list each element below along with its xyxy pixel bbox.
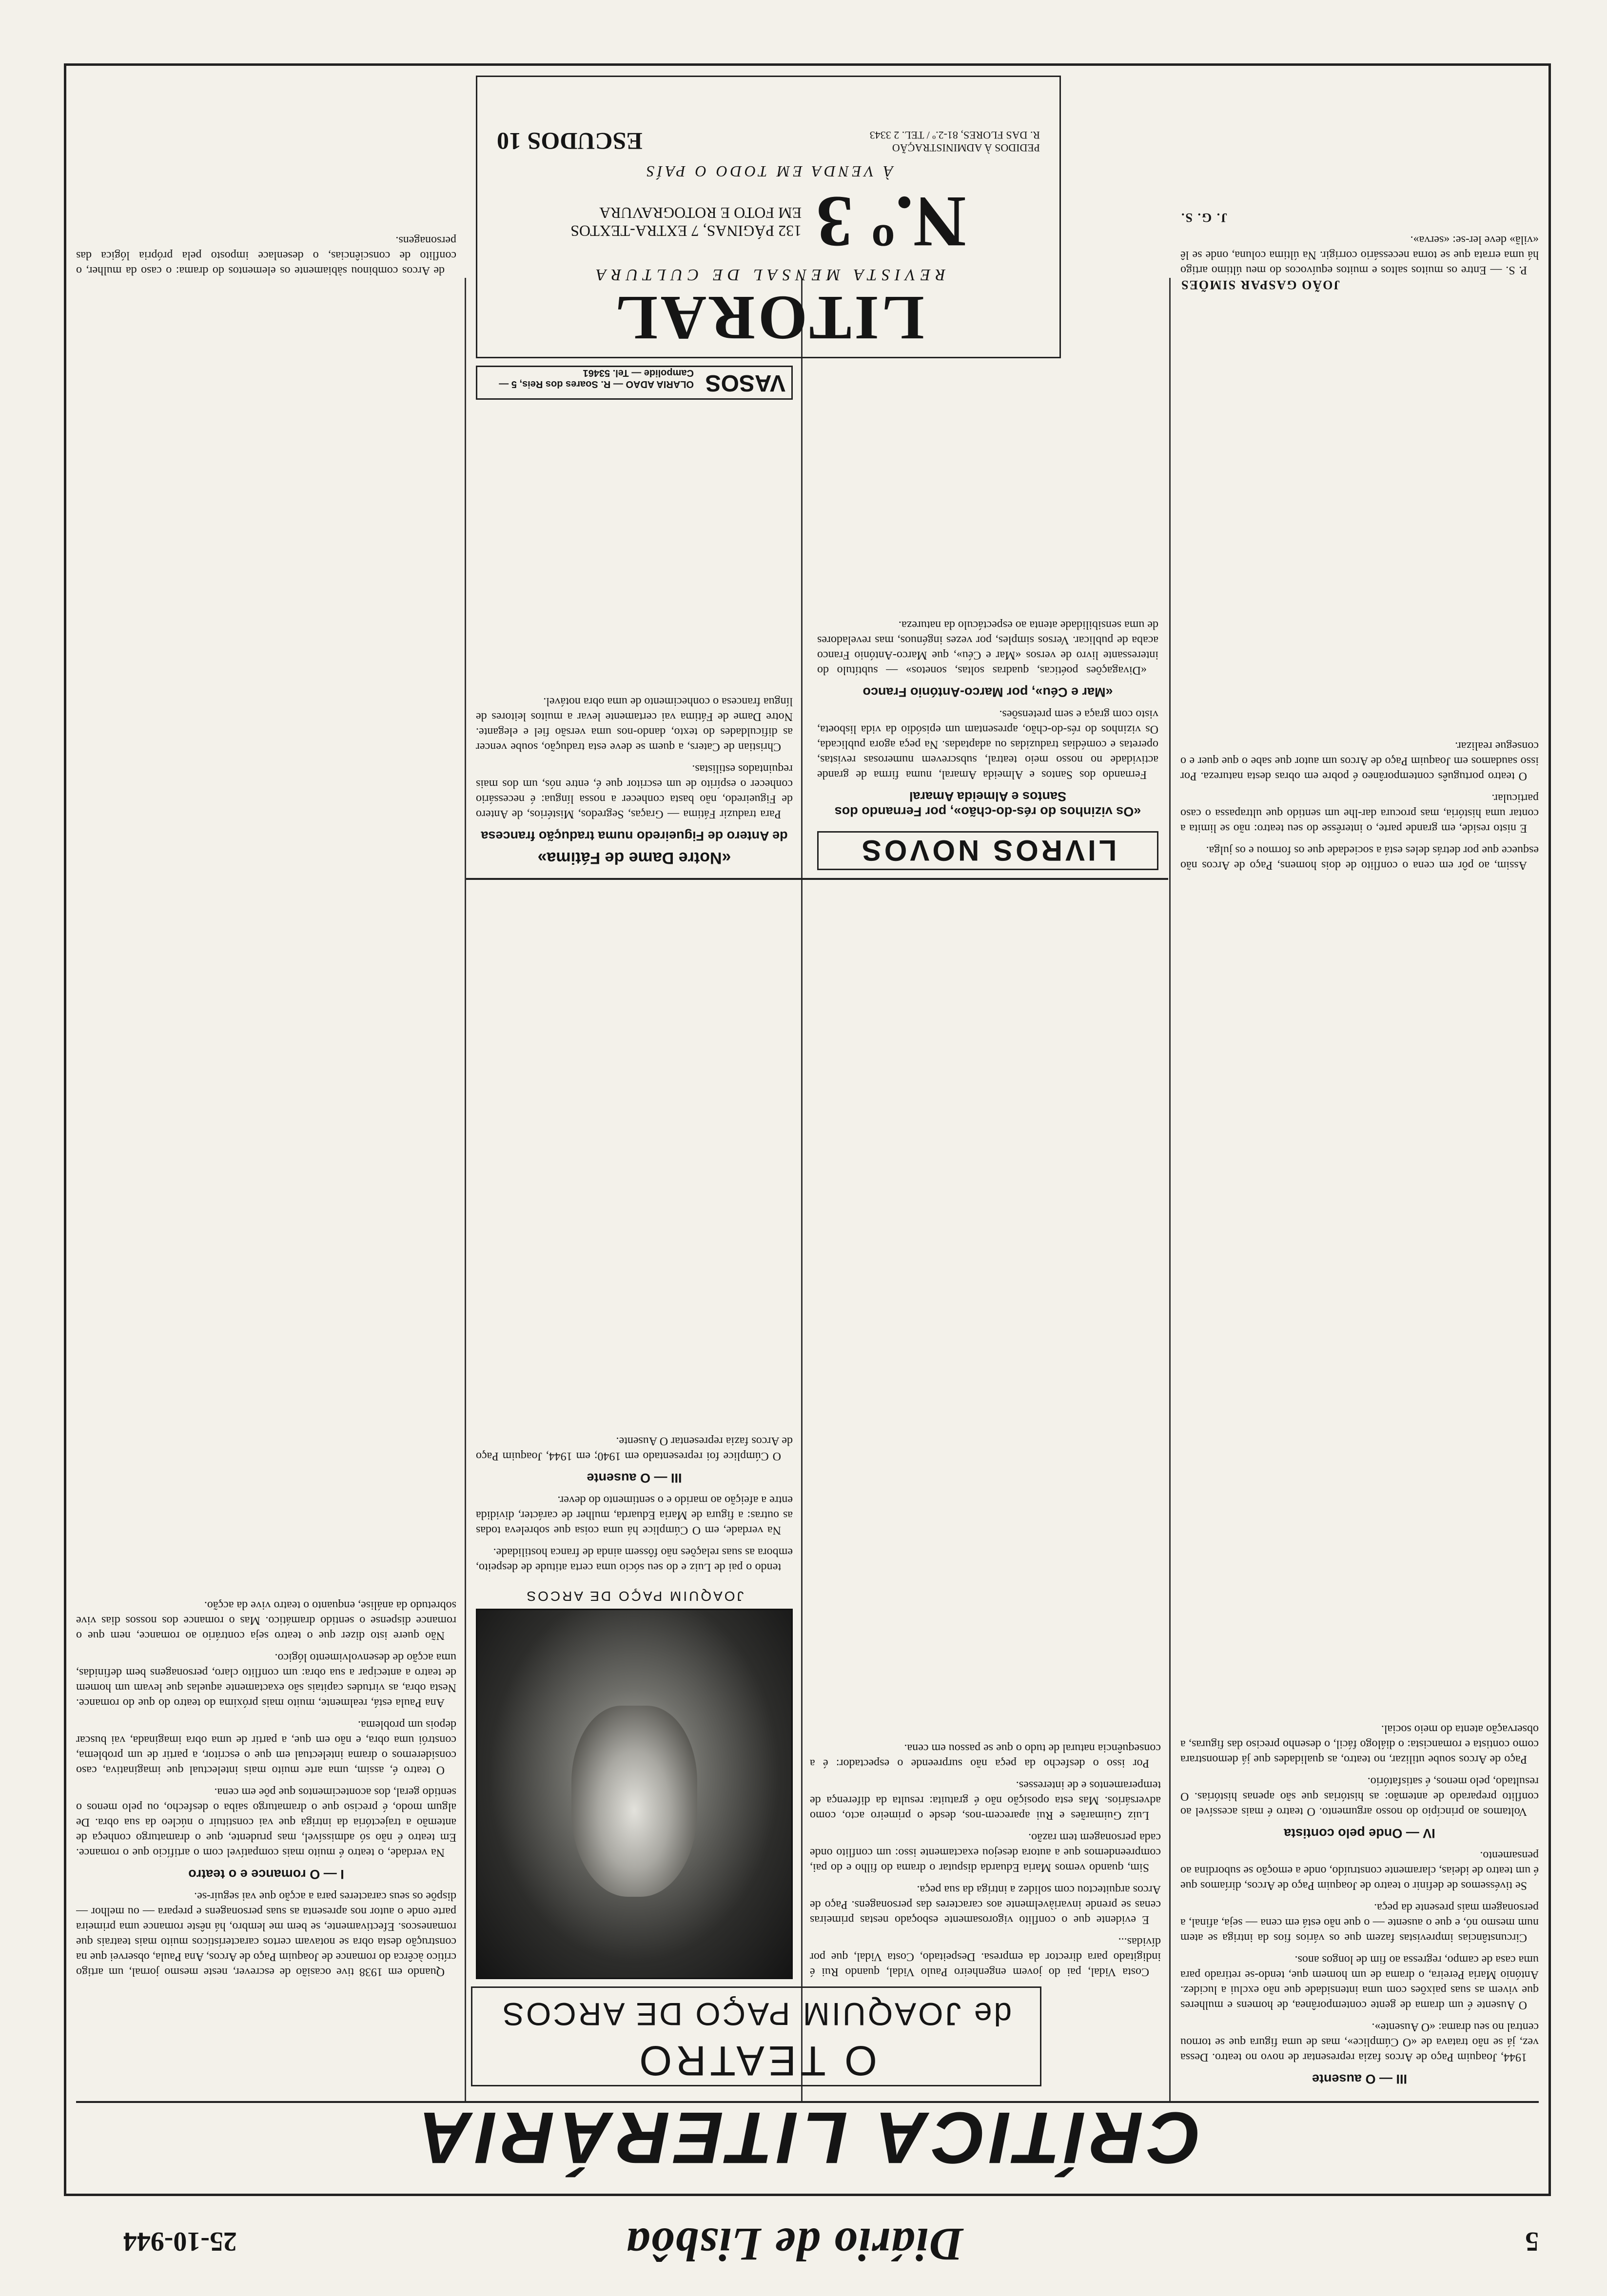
review-title: «Notre Dame de Fátima» [537, 849, 731, 867]
article-paragraph: O teatro é, assim, uma arte muito mais intelectual que imaginativa, caso consideremos o drama intelectual em que o escritor, a partir de um problema, constrói uma obra, e não em que, a partir de uma obra imaginada, vai buscar depois um problema. [76, 1718, 456, 1776]
section-divider [466, 878, 1168, 880]
article-paragraph: Costa Vidal, pai do jovem engenheiro Paulo Vidal, quando Rui é indigitado para director da empresa. Despeitado, Costa Vidal, que por dívidas... [810, 1935, 1161, 1978]
article-paragraph: Se tivéssemos de definir o teatro de Joaquim Paço de Arcos, diríamos que é um teatro de ideias, claramente construído, onde a emoção se subordina ao pensamento. [1180, 1849, 1539, 1892]
livros-novos-header: LIVROS NOVOS [817, 831, 1158, 870]
litoral-photo: EM FOTO E ROTOGRAVURA [599, 204, 802, 222]
article-subheading: I — O romance e o teatro [188, 1867, 344, 1882]
page-number: 5 [1525, 2226, 1539, 2257]
article-column-4 [76, 283, 456, 1979]
column-rule [801, 278, 803, 2101]
article-paragraph: Não quere isto dizer que o teatro seja contrário ao romance, nem que o romance dispense o sentido dramático. Mas o romance dos nossos dias vive sobretudo da análise, enquanto o teatro vive da acção. [76, 1599, 456, 1642]
continuation-column [1180, 297, 1539, 873]
portrait-photo [476, 1609, 793, 1979]
postscript: P. S. — Entre os muitos saltos e muitos equívocos do meu último artigo há uma errata que se torna necessário corrigir. Na última coluna, onde se lê «vilã» deve ler-se: «serva». [1180, 233, 1539, 276]
article-paragraph: Por isso o desfecho da peça não surpreende o espectador: é a consequência natural de tudo o que se passou em cena. [810, 1742, 1161, 1770]
vasos-ad-text: OLARIA ADAO — R. Soares dos Reis, 5 — Campolide — Tel. 53461 [499, 368, 694, 389]
litoral-price: ESCUDOS 10 [497, 128, 643, 155]
article-title-box [471, 1986, 1041, 2086]
article-paragraph: E nisto reside, em grande parte, o interêsse do seu teatro: não se limita a contar uma história, mas procura dar-lhe um sentido que ultrapassa o caso particular. [1180, 792, 1539, 835]
article-paragraph: Assim, ao pôr em cena o conflito de dois homens, Paço de Arcos não esquece que por detrás deles está a sociedade que os formou e os julga. [1180, 844, 1539, 872]
vasos-ad [476, 366, 793, 400]
article-paragraph: O Ausente é um drama de gente contemporânea, de homens e mulheres que vivem as suas paixões com uma intensidade que não exclui a lucidez. António Maria Pereira, o drama de um homem que, tendo-se retirado para uma casa de campo, regressa ao fim de longos anos. [1180, 1953, 1539, 2011]
article-paragraph: Voltamos ao princípio do nosso argumento. O teatro é mais acessível ao conflito preparado de antemão: as histórias que são apenas histórias. O resultado, pelo menos, é satisfatório. [1180, 1775, 1539, 1818]
closing-column [1180, 88, 1539, 292]
photo-caption: JOAQUIM PAÇO DE ARCOS [525, 1589, 744, 1604]
portrait-face [571, 1706, 697, 1897]
notre-dame-column [476, 412, 793, 870]
article-paragraph: Sim, quando vemos Maria Eduarda disputar o drama do filho e do pai, compreendemos que a autora desejou exactamente isso: um conflito onde cada personagem tem razão. [810, 1831, 1161, 1874]
review-paragraph: Christian de Caters, a quem se deve esta tradução, soube vencer as dificuldades do texto, dando-nos uma versão fiel e elegante. Notre Dame de Fátima vai certamente levar a muitos leitores de língua francesa o conhecimento de uma obra notável. [476, 695, 793, 753]
article-paragraph: Na verdade, o teatro é muito mais compatível com o artifício que o romance. Em teatro é não só admissível, mas prudente, que o dramaturgo conheça de antemão a trajectória da intriga que vai constituir o núcleo da sua obra. De algum modo, é preciso que o dramaturgo saiba o desfecho, ou pelo menos o sentido geral, dos acontecimentos que põe em cena. [76, 1786, 456, 1859]
article-subheading: IV — Onde pelo contista [1284, 1826, 1435, 1841]
column-rule [465, 278, 466, 2101]
issue-date: 25-10-944 [123, 2226, 237, 2257]
article-title-line2: de JOAQUIM PAÇO DE ARCOS [500, 1996, 1012, 2032]
article-paragraph: Circunstâncias imprevistas fazem que os vários fios da intriga se atem num mesmo nó, e que o ausente — o que não está em cena — seja, afinal, a personagem mais presente da peça. [1180, 1901, 1539, 1944]
litoral-address: R. DAS FLORES, 81-2.º / TEL. 2 3343 [869, 129, 1040, 141]
litoral-orders: PEDIDOS À ADMINISTRAÇÃO [892, 142, 1040, 154]
article-paragraph: de Arcos combinou sàbiamente os elementos do drama: o caso da mulher, o conflito de consciências, o desenlace imposto pela própria lógica das personagens. [76, 234, 456, 277]
article-paragraph: Paço de Arcos soube utilizar, no teatro, as qualidades que já demonstrara como contista e romancista: o diálogo fácil, o desenho preciso das figuras, a observação atenta do meio social. [1180, 1723, 1539, 1766]
article-column-1 [1180, 882, 1539, 2091]
litoral-pages: 132 PÁGINAS, 7 EXTRA-TEXTOS [570, 222, 802, 240]
article-subheading: III — O ausente [1312, 2072, 1408, 2086]
litoral-subtitle: REVISTA MENSAL DE CULTURA [591, 266, 946, 284]
article-paragraph: E evidente que o conflito vigorosamente esboçado nestas primeiras cenas se prende invariàvelmente aos caracteres das personagens. Paço de Arcos arquitectou com solidez a intriga da sua peça. [810, 1883, 1161, 1926]
article-column-2 [810, 887, 1161, 1979]
article-paragraph: tendo o pai de Luiz e do seu sócio uma certa atitude de despeito, embora as suas relações não fôssem ainda de franca hostilidade. [476, 1546, 793, 1574]
column-rule [1169, 278, 1171, 2101]
litoral-ad [476, 76, 1061, 358]
postscript-initials: J. G. S. [1180, 211, 1228, 225]
article-paragraph: Luiz Guimarães e Rui aparecem-nos, desde o primeiro acto, como adversários. Mas esta oposição não é gratuita: resulta da diferença de temperamentos e de interesses. [810, 1779, 1161, 1822]
author-name: JOÃO GASPAR SIMÕES [1180, 278, 1340, 292]
review-paragraph: «Divagações poéticas, quadras soltas, sonetos» — subtítulo do interessante livro de versos «Mar e Céu», que Marco-António Franco acaba de publicar. Versos simples, por vezes ingénuos, mas reveladores de uma sensibilidade atenta ao espectáculo da natureza. [817, 619, 1158, 677]
review-paragraph: Fernando dos Santos e Almeida Amaral, numa firma de grande actividade no nosso meio teatral, subscrevem numerosas revistas, operetas e comédias traduzidas ou adaptadas. Na peça agora publicada, Os vizinhos do rés-do-chão, apresentam um episódio da vida lisboeta, visto com graça e sem pretensões. [817, 708, 1158, 781]
article-paragraph: O Cúmplice foi representado em 1940; em 1944, Joaquim Paço de Arcos fazia representar O Ausente. [476, 1435, 793, 1462]
litoral-title: LITORAL [612, 283, 924, 353]
article-paragraph: 1944, Joaquim Paço de Arcos fazia representar de novo no teatro. Dessa vez, já se não tratava de «O Cúmplice», mas de uma figura que se tornou central no seu drama: «O Ausente». [1180, 2021, 1539, 2063]
article-paragraph: Quando em 1938 tive ocasião de escrever, neste mesmo jornal, um artigo crítico àcêrca do romance de Joaquim Paço de Arcos, Ana Paula, observei que na construção desta obra se notavam certos característicos muito mais teatrais que romanescos. Efectivamente, se bem me lembro, há nêste romance uma primeira parte onde o autor nos apresenta as suas personagens e prepara — ou melhor — dispõe os seus caracteres para a acção que vai seguir-se. [76, 1890, 456, 1978]
section-title: CRÍTICA LITERÁRIA [413, 2097, 1201, 2179]
book-title: «Os vizinhos do rés-do-chão», por Fernando dos Santos e Almeida Amaral [834, 789, 1141, 819]
article-subheading: III — O ausente [587, 1471, 682, 1485]
article-paragraph: Ana Paula está, realmente, muito mais próxima do teatro do que do romance. Nesta obra, as virtudes capitais são exactamente aquelas que levam um homem de teatro a antecipar a sua obra: um conflito claro, personagens bem definidas, uma acção de desenvolvimento lógico. [76, 1651, 456, 1709]
article-column-3 [476, 882, 793, 1575]
article-column-4-end [76, 83, 456, 278]
vasos-ad-title: VASOS [705, 370, 785, 396]
review-paragraph: Para traduzir Fátima — Graças, Segredos, Mistérios, de Antero de Figueiredo, não basta conhecer a nossa língua: é necessário conhecer o espírito de um escritor que é, entre nós, um dos mais requintados estilistas. [476, 762, 793, 820]
article-paragraph: O teatro português contemporâneo é pobre em obras desta natureza. Por isso saudamos em Joaquim Paço de Arcos um autor que sabe o que quer e o consegue realizar. [1180, 739, 1539, 782]
litoral-issue: N.º 3 [816, 181, 966, 262]
litoral-sale: À VENDA EM TODO O PAÍS [644, 163, 893, 180]
article-title-line1: O TEATRO [635, 2037, 877, 2084]
section-banner [76, 2097, 1539, 2184]
article-paragraph: Na verdade, em O Cúmplice há uma coisa que sobreleva todas as outras: a figura de Maria Eduarda, mulher de carácter, dividida entre a afeição ao marido e o sentimento do dever. [476, 1494, 793, 1537]
book-title: «Mar e Céu», por Marco-António Franco [862, 685, 1113, 700]
newspaper-title: Diário de Lisbôa [625, 2218, 963, 2271]
livros-column [817, 414, 1158, 824]
review-subtitle: de Antero de Figueiredo numa tradução francesa [481, 829, 788, 843]
